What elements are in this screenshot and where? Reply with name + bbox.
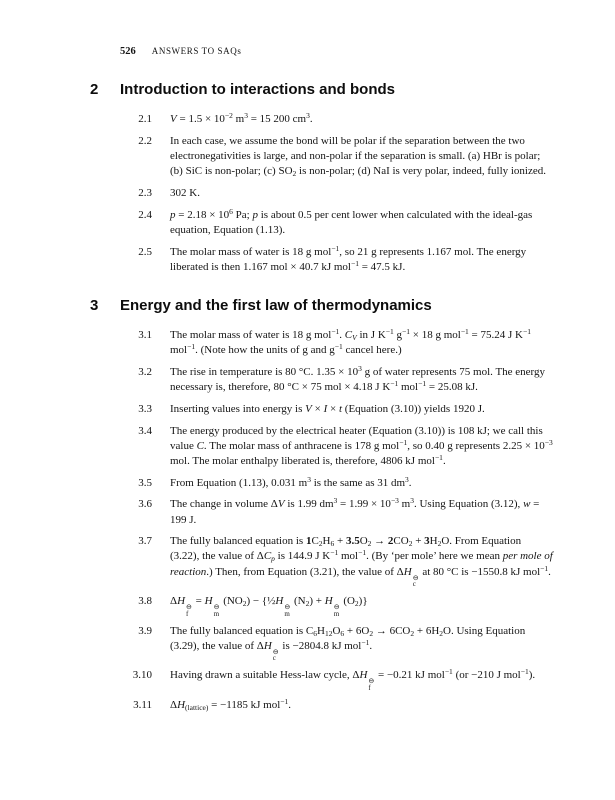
answer-item bbox=[90, 328, 553, 358]
answer-item bbox=[90, 534, 553, 587]
answer-text: The change in volume ΔV is 1.99 $dm^3 = 1.99 \times 10^{-3}$ $m^3$. Using Equation (3.12), w = 199 J. bbox=[170, 496, 540, 526]
answer-text: Having drawn a suitable Hess-law cycle, ΔH ⊖ f = −0.21 kJ mol$^{-1}$ (or −210 J mol$^{-1}$). bbox=[170, 667, 536, 692]
section-number: 3 bbox=[90, 297, 99, 315]
running-title: ANSWERS TO SAQs bbox=[151, 46, 242, 56]
answer-item bbox=[90, 134, 553, 180]
answer-item bbox=[90, 698, 553, 713]
answer-item bbox=[90, 594, 553, 617]
answer-number: 3.2 bbox=[138, 365, 152, 378]
section-title: Energy and the first law of thermodynamics bbox=[120, 297, 432, 315]
answer-item bbox=[90, 186, 553, 201]
answer-number: 2.2 bbox=[138, 134, 152, 147]
answer-item bbox=[90, 365, 553, 395]
answer-number: 3.7 bbox=[138, 535, 152, 548]
answer-item bbox=[90, 668, 553, 691]
answer-number: 3.5 bbox=[138, 476, 152, 489]
answer-number: 2.3 bbox=[138, 187, 152, 200]
answer-text: Inserting values into energy is V × I × t (Equation (3.10)) yields 1920 J. bbox=[170, 402, 485, 415]
answer-number: 2.1 bbox=[138, 113, 152, 126]
answer-number: 3.1 bbox=[138, 329, 152, 342]
answer-text: $V = 1.5 \times 10^{-2}$ $m^3 = 15$ 200 $cm^3$. bbox=[170, 111, 313, 126]
section-heading bbox=[90, 80, 553, 99]
page-header bbox=[120, 44, 553, 59]
answer-item bbox=[90, 402, 553, 417]
answer-item bbox=[90, 112, 553, 127]
answer-number: 3.8 bbox=[138, 595, 152, 608]
answer-number: 3.6 bbox=[138, 498, 152, 511]
answer-text: The rise in temperature is 80 °C. $1.35 \times 10^3$ g of water represents 75 mol. The energy necessary is, therefore, 80 °C × 75 mol × 4.18 J $K^{-1}$ mol$^{-1}$ = 25.08 kJ. bbox=[170, 363, 546, 394]
answer-text: $\Delta H_{(lattice)} = -1185$ kJ mol$^{-1}$. bbox=[170, 696, 291, 712]
answer-text: The fully balanced equation is $1C_2H_6 + 3.5O_2 \to 2CO_2 + 3H_2O$. From Equation (3.22), the value of $\Delta C_p$ is 144.9 J $K^{-1}$ mol$^{-1}$. (By ‘per mole’ here we mean per mole of reaction.) Then, from Equation (3.21), the value of ΔH ⊖ c at 80 °C is −1550.8 kJ mol$^{-1}$. bbox=[170, 535, 553, 589]
answer-number: 3.4 bbox=[138, 424, 152, 437]
answer-number: 3.3 bbox=[138, 402, 152, 415]
answer-text: ΔH ⊖ f = H ⊖ m $(NO_2)$ − {½H ⊖ m $(N_2) + H$ ⊖ m $(O_2)$} bbox=[170, 595, 368, 618]
answer-number: 2.5 bbox=[138, 245, 152, 258]
answer-item bbox=[90, 476, 553, 491]
answer-number: 2.4 bbox=[138, 208, 152, 221]
answer-text: In each case, we assume the bond will be polar if the separation between the two electronegativities is large, and non-polar if the separation is small. (a) HBr is polar; (b) SiC is non-polar; (c) $SO_2$ is non-polar; (d) NaI is very polar, indeed, fully ionized. bbox=[170, 134, 547, 179]
answer-text: The molar mass of water is 18 g mol$^{-1}$, so 21 g represents 1.167 mol. The energy liberated is then 1.167 mol × 40.7 kJ mol$^{-1}$ = 47.5 kJ. bbox=[170, 243, 527, 273]
answer-text: The molar mass of water is 18 g mol$^{-1}$. $C_V$ in J $K^{-1}$ $g^{-1} \times 18$ g mol$^{-1}$ = 75.24 J $K^{-1}$ mol$^{-1}$. (Note how the units of g and $g^{-1}$ cancel here.) bbox=[170, 327, 531, 357]
section-number: 2 bbox=[90, 81, 99, 99]
answer-text: 302 K. bbox=[170, 187, 200, 200]
answer-item bbox=[90, 208, 553, 238]
answer-item bbox=[90, 245, 553, 275]
section-heading bbox=[90, 296, 553, 315]
answer-item bbox=[90, 624, 553, 662]
answer-text: $p = 2.18 \times 10^6$ Pa; p is about 0.5 per cent lower when calculated with the ideal-gas equation, Equation (1.13). bbox=[170, 206, 533, 236]
answer-number: 3.10 bbox=[132, 669, 152, 682]
answer-item bbox=[90, 497, 553, 527]
answer-number: 3.9 bbox=[138, 624, 152, 637]
section-title: Introduction to interactions and bonds bbox=[120, 81, 395, 99]
page-number: 526 bbox=[120, 46, 136, 57]
answer-number: 3.11 bbox=[133, 698, 152, 711]
answer-text: From Equation (1.13), 0.031 $m^3$ is the same as 31 $dm^3$. bbox=[170, 474, 412, 489]
answer-item bbox=[90, 424, 553, 470]
answer-text: The energy produced by the electrical heater (Equation (3.10)) is 108 kJ; we call this value C. The molar mass of anthracene is 178 g mol$^{-1}$, so 0.40 g represents $2.25 \times 10^{-3}$ mol. The molar enthalpy liberated is, therefore, 4806 kJ mol$^{-1}$. bbox=[170, 424, 553, 467]
sections bbox=[90, 80, 553, 713]
answer-text: The fully balanced equation is $C_6H_{12}O_6 + 6O_2 \to 6CO_2 + 6H_2O$. Using Equation (3.29), the value of ΔH ⊖ c is −2804.8 kJ mol$^{-1}$. bbox=[170, 624, 526, 663]
